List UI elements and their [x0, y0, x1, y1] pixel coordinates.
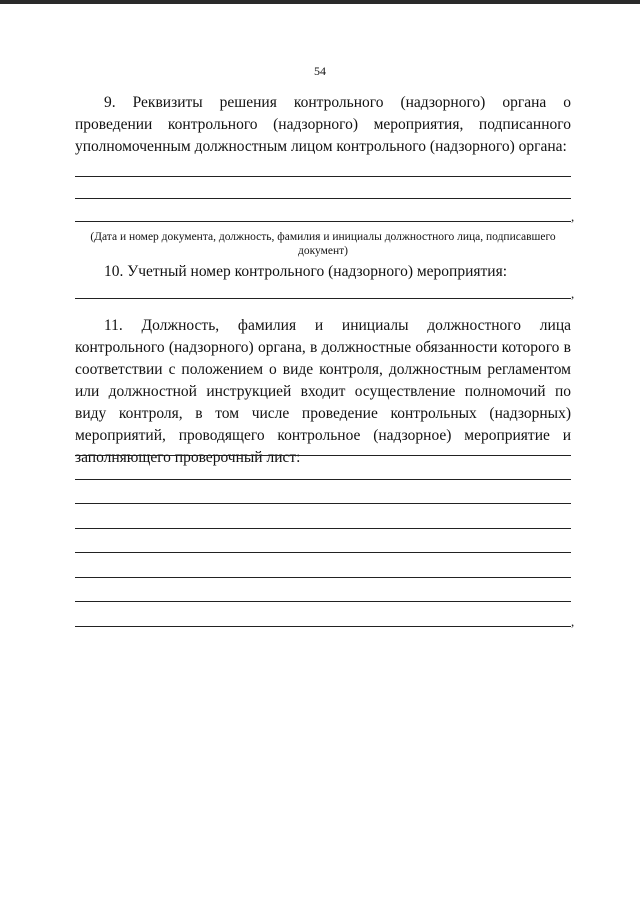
- section-11-fill-line: [75, 503, 571, 504]
- line-end-comma: ,: [571, 209, 575, 224]
- page-number: 54: [314, 64, 326, 78]
- section-11-fill-line: [75, 601, 571, 602]
- section-11-text: 11. Должность, фамилия и инициалы должностного лица контрольного (надзорного) органа, в должностные обязанности которого в соответствии с положением о виде контроля, должностным регламентом или должностной инструкцией входит осуществление полномочий по виду контроля, в том числе проведение контрольных (надзорных) мероприятий, проводящего контрольное (надзорное) мероприятие и заполняющего проверочный лист:: [75, 317, 571, 466]
- section-9-text: 9. Реквизиты решения контрольного (надзорного) органа о проведении контрольного (надзорного) мероприятия, подписанного уполномоченным должностным лицом контрольного (надзорного) органа:: [75, 94, 571, 155]
- line-end-comma: ,: [571, 286, 575, 301]
- section-11-fill-line: [75, 626, 571, 627]
- section-11-fill-line: [75, 455, 571, 456]
- section-9-fill-line: [75, 198, 571, 199]
- section-11-fill-line: [75, 479, 571, 480]
- section-10-fill-line: [75, 298, 571, 299]
- scan-top-edge: [0, 0, 640, 4]
- section-9-caption: (Дата и номер документа, должность, фамилия и инициалы должностного лица, подписавшего документ): [90, 231, 556, 257]
- section-10-text: 10. Учетный номер контрольного (надзорного) мероприятия:: [104, 263, 508, 280]
- section-11-fill-line: [75, 528, 571, 529]
- section-11-fill-line: [75, 577, 571, 578]
- section-11-fill-line: [75, 552, 571, 553]
- section-9-fill-line: [75, 176, 571, 177]
- line-end-comma: ,: [571, 614, 575, 629]
- section-9-fill-line: [75, 221, 571, 222]
